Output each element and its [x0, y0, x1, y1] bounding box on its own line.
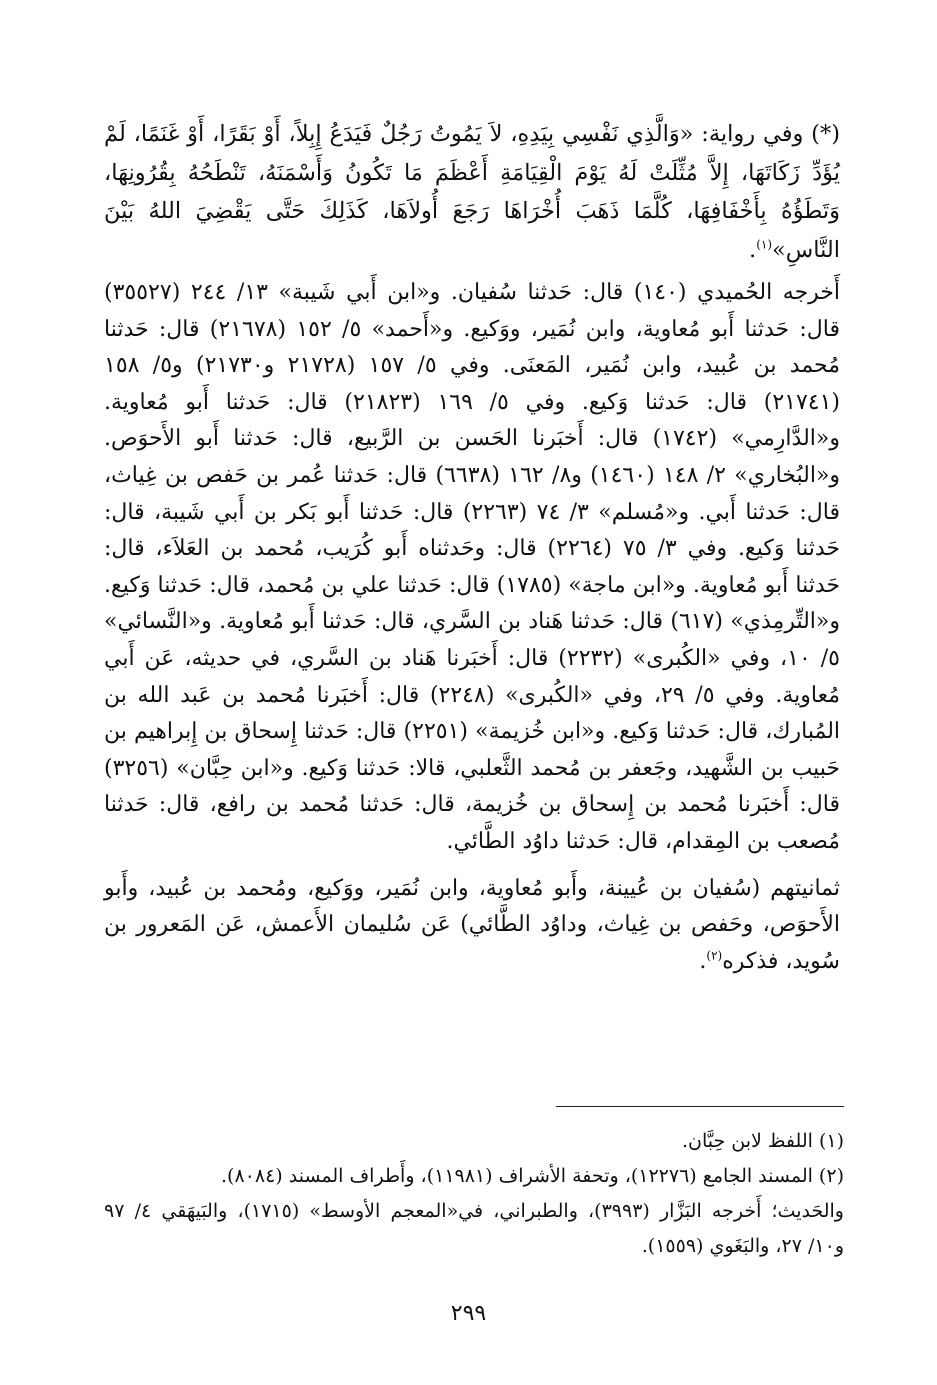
sources-paragraph: أَخرجه الحُميدي (١٤٠) قال: حَدثنا سُفيان. و«ابن أَبي شَيبة» ١٣/ ٢٤٤ (٣٥٥٢٧) قال: حَدثنا أَبو مُعاوية، وابن نُمَير، ووَكيع. و«أَحمد» ٥/ ١٥٢ (٢١٦٧٨) قال: حَدثنا مُحمد بن عُبيد، وابن نُمَير، المَعنَى. وفي ٥/ ١٥٧ (٢١٧٢٨ و٢١٧٣٠) و٥/ ١٥٨ (٢١٧٤١) قال: حَدثنا وَكيع. وفي ٥/ ١٦٩ (٢١٨٢٣) قال: حَدثنا أَبو مُعاوية. و«الدَّارِمي» (١٧٤٢) قال: أَخبَرنا الحَسن بن الرَّبيع، قال: حَدثنا أَبو الأَحوَص. و«البُخاري» ٢/ ١٤٨ (١٤٦٠) و٨/ ١٦٢ (٦٦٣٨) قال: حَدثنا عُمر بن حَفص بن غِياث، قال: حَدثنا أَبي. و«مُسلم» ٣/ ٧٤ (٢٢٦٣) قال: حَدثنا أَبو بَكر بن أَبي شَيبة، قال: حَدثنا وَكيع. وفي ٣/ ٧٥ (٢٢٦٤) قال: وحَدثناه أَبو كُرَيب، مُحمد بن العَلاَء، قال: حَدثنا أَبو مُعاوية. و«ابن ماجة» (١٧٨٥) قال: حَدثنا علي بن مُحمد، قال: حَدثنا وَكيع. و«التِّرمِذي» (٦١٧) قال: حَدثنا هَناد بن السَّري، قال: حَدثنا أَبو مُعاوية. و«النَّسائي» ٥/ ١٠، وفي «الكُبرى» (٢٢٣٢) قال: أَخبَرنا هَناد بن السَّري، في حديثه، عَن أَبي مُعاوية. وفي ٥/ ٢٩، وفي «الكُبرى» (٢٢٤٨) قال: أَخبَرنا مُحمد بن عَبد الله بن المُبارك، قال: حَدثنا وَكيع. و«ابن خُزيمة» (٢٢٥١) قال: حَدثنا إِسحاق بن إِبراهيم بن حَبيب بن الشَّهيد، وجَعفر بن مُحمد الثَّعلبي، قالا: حَدثنا وَكيع. و«ابن حِبَّان» (٣٢٥٦) قال: أَخبَرنا مُحمد بن إِسحاق بن خُزيمة، قال: حَدثنا مُحمد بن رافع، قال: حَدثنا مُصعب بن المِقدام، قال: حَدثنا داوُد الطَّائي.: [104, 280, 841, 854]
hadith-text: (*) وفي رواية: «وَالَّذِي نَفْسِي بِيَدِهِ، لاَ يَمُوتُ رَجُلٌ فَيَدَعُ إِبِلاً، أَوْ بَقَرًا، أَوْ غَنَمًا، لَمْ يُؤَدِّ زَكَاتَهَا، إِلاَّ مُثِّلَتْ لَهُ يَوْمَ الْقِيَامَةِ أَعْظَمَ مَا تَكُونُ وَأَسْمَنَهُ، تَنْطَحُهُ بِقُرُونِهَا، وَتَطَؤُهُ بِأَخْفَافِهَا، كُلَّمَا ذَهَبَ أُخْرَاهَا رَجَعَ أُولاَهَا، كَذَلِكَ حَتَّى يَقْضِيَ اللهُ بَيْنَ النَّاسِ»: [104, 121, 840, 263]
footnote-separator: [556, 1106, 844, 1107]
summary-paragraph: [104, 871, 840, 981]
page-number: ٢٩٩: [450, 1301, 487, 1326]
hadith-paragraph: [104, 115, 840, 269]
page-body: [104, 115, 840, 980]
footnotes: [104, 1124, 844, 1264]
footnote-2-continuation: والحَديث؛ أَخرجه البَزَّار (٣٩٩٣)، والطبراني، في«المعجم الأوسط» (١٧١٥)، والبَيهَقي ٤/ ٩٧ و١٠/ ٢٧، والبَغَوي (١٥٥٩).: [104, 1200, 844, 1257]
footnote-2: (٢) المسند الجامع (١٢٢٧٦)، وتحفة الأشراف (١١٩٨١)، وأَطراف المسند (٨٠٨٤).: [221, 1165, 844, 1187]
hadith-end: .: [749, 236, 757, 263]
footnote-marker-1: (١): [756, 237, 773, 251]
footnote-1: (١) اللفظ لابن حِبَّان.: [681, 1130, 844, 1152]
footnote-marker-2: (٢): [706, 948, 723, 963]
summary-text: ثمانيتهم (سُفيان بن عُيينة، وأَبو مُعاوية، وابن نُمَير، ووَكيع، ومُحمد بن عُبيد، وأَبو الأَحوَص، وحَفص بن غِياث، وداوُد الطَّائي) عَن سُليمان الأَعمش، عَن المَعرور بن سُويد، فذكره: [104, 875, 840, 974]
summary-end: .: [699, 948, 707, 974]
